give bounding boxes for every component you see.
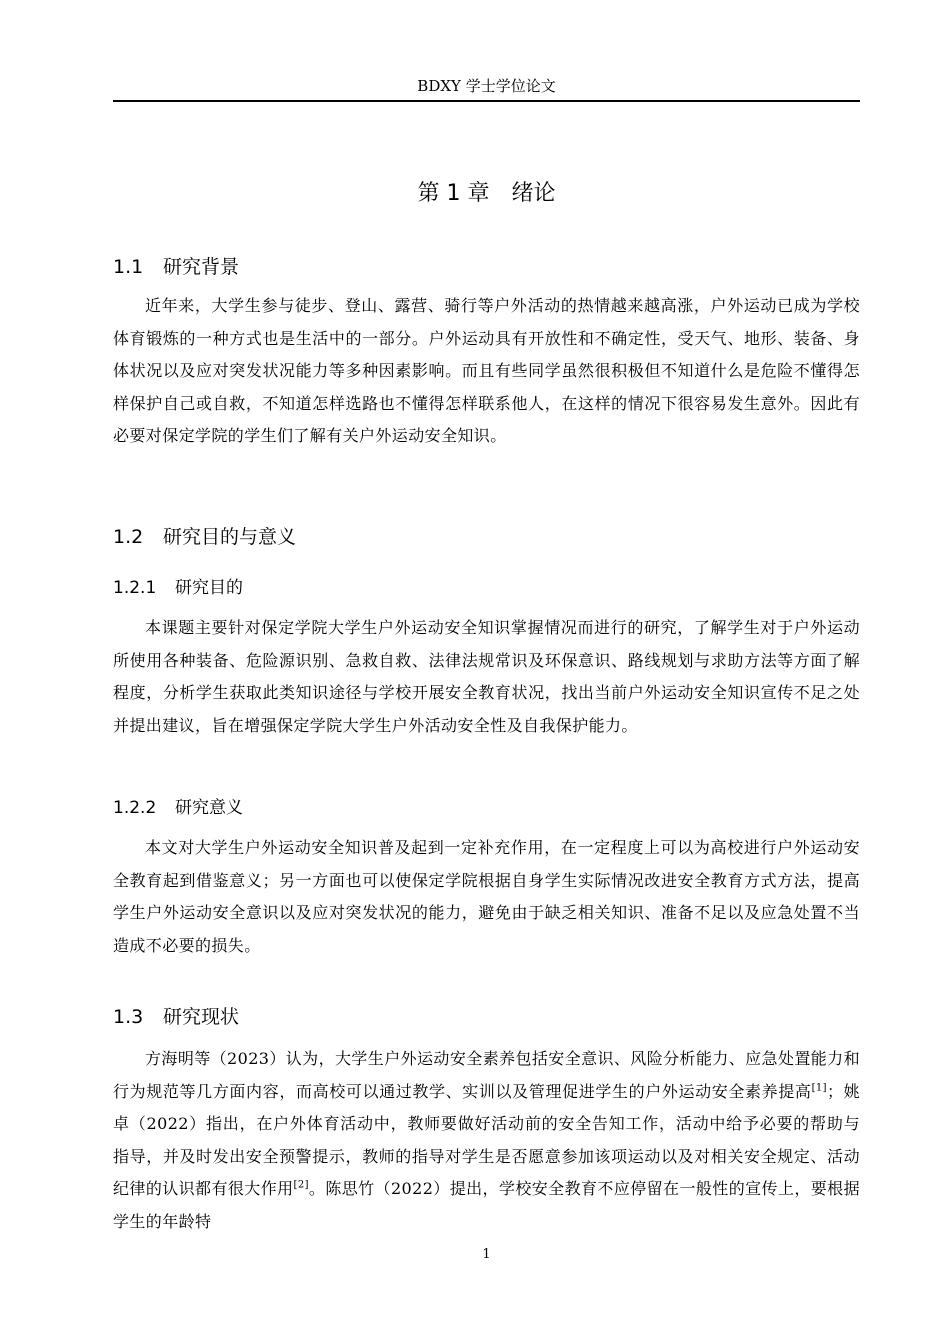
section-number: 1.2.2 — [113, 798, 157, 818]
running-header: BDXY 学士学位论文 — [417, 77, 556, 95]
section-heading-1-3 — [113, 1003, 239, 1031]
page-number: 1 — [482, 1247, 491, 1262]
section-heading-1-2-1 — [113, 575, 243, 601]
section-number: 1.2 — [113, 526, 144, 548]
paragraph-text: 。陈思竹（2022）提出，学校安全教育不应停留在一般性的宣传上，要根据学生的年龄特 — [113, 1179, 860, 1231]
paragraph-research-background: 近年来，大学生参与徒步、登山、露营、骑行等户外活动的热情越来越高涨，户外运动已成为学校体育锻炼的一种方式也是生活中的一部分。户外运动具有开放性和不确定性，受天气、地形、装备、身体状况以及应对突发状况能力等多种因素影响。而且有些同学虽然很积极但不知道什么是危险不懂得怎样保护自己或自救，不知道怎样选路也不懂得怎样联系他人，在这样的情况下很容易发生意外。因此有必要对保定学院的学生们了解有关户外运动安全知识。 — [113, 296, 860, 446]
section-heading-1-2 — [113, 523, 296, 551]
paragraph-text: ；姚卓（2022）指出，在户外体育活动中，教师要做好活动前的安全告知工作，活动中给予必要的帮助与指导，并及时发出安全预警提示，教师的指导对学生是否愿意参加该项运动以及对相关安全规定、活动纪律的认识都有很大作用 — [113, 1081, 860, 1199]
citation-ref-1: [1] — [811, 1082, 827, 1094]
section-title: 研究背景 — [163, 256, 240, 278]
citation-ref-2: [2] — [293, 1180, 309, 1192]
paragraph-research-purpose: 本课题主要针对保定学院大学生户外运动安全知识掌握情况而进行的研究，了解学生对于户外运动所使用各种装备、危险源识别、急救自救、法律法规常识及环保意识、路线规划与求助方法等方面了解程度，分析学生获取此类知识途径与学校开展安全教育状况，找出当前户外运动安全知识宣传不足之处并提出建议，旨在增强保定学院大学生户外活动安全性及自我保护能力。 — [113, 618, 860, 735]
chapter-title: 第 1 章 绪论 — [417, 181, 556, 206]
paragraph-research-status — [113, 1043, 860, 1239]
section-title: 研究目的 — [175, 578, 243, 598]
section-heading-1-1 — [113, 253, 239, 281]
section-heading-1-2-2 — [113, 795, 243, 821]
section-title: 研究现状 — [163, 1006, 240, 1028]
section-title: 研究目的与意义 — [163, 526, 297, 548]
paragraph-research-significance: 本文对大学生户外运动安全知识普及起到一定补充作用，在一定程度上可以为高校进行户外运动安全教育起到借鉴意义；另一方面也可以使保定学院根据自身学生实际情况改进安全教育方式方法，提高学生户外运动安全意识以及应对突发状况的能力，避免由于缺乏相关知识、准备不足以及应急处置不当造成不必要的损失。 — [113, 838, 860, 955]
section-number: 1.3 — [113, 1006, 144, 1028]
header-rule — [113, 100, 860, 102]
section-number: 1.1 — [113, 256, 144, 278]
section-title: 研究意义 — [175, 798, 243, 818]
section-number: 1.2.1 — [113, 578, 157, 598]
paragraph-text: 方海明等（2023）认为，大学生户外运动安全素养包括安全意识、风险分析能力、应急处置能力和行为规范等几方面内容，而高校可以通过教学、实训以及管理促进学生的户外运动安全素养提高 — [113, 1049, 860, 1101]
